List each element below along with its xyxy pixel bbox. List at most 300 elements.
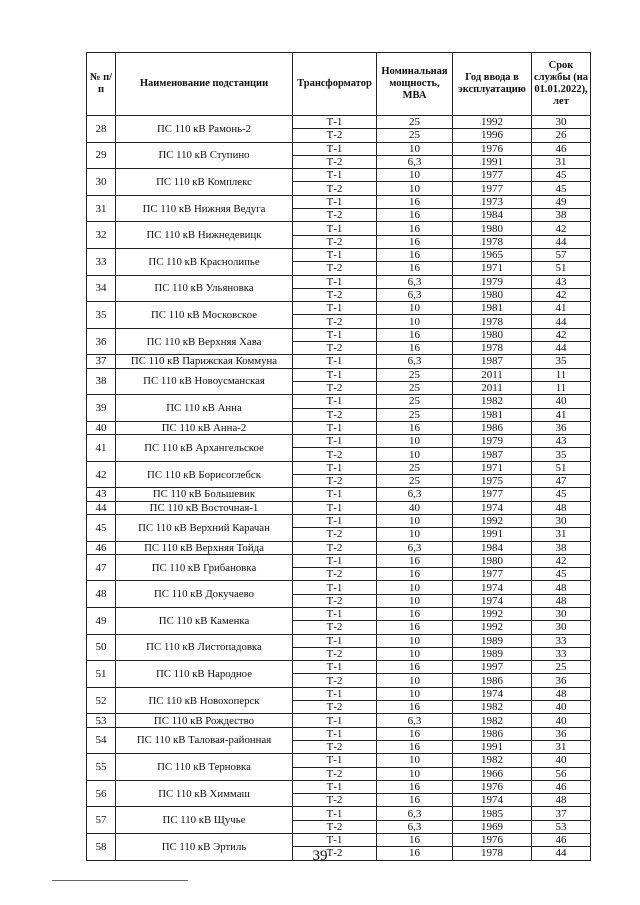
power-cell: 6,3 [377, 355, 453, 368]
transformer-cell: Т-2 [293, 381, 377, 394]
transformer-cell: Т-2 [293, 342, 377, 355]
service-life-cell: 41 [532, 408, 591, 421]
year-cell: 1992 [453, 607, 532, 620]
year-cell: 1986 [453, 674, 532, 687]
power-cell: 16 [377, 262, 453, 275]
substation-name: ПС 110 кВ Ступино [116, 142, 293, 169]
table-row [87, 421, 591, 434]
transformer-cell: Т-2 [293, 155, 377, 168]
power-cell: 6,3 [377, 288, 453, 301]
table-row [87, 541, 591, 554]
row-number: 32 [87, 222, 116, 249]
year-cell: 2011 [453, 381, 532, 394]
substation-name: ПС 110 кВ Таловая-районная [116, 727, 293, 754]
service-life-cell: 37 [532, 807, 591, 820]
transformer-cell: Т-1 [293, 807, 377, 820]
row-number: 31 [87, 195, 116, 222]
power-cell: 10 [377, 634, 453, 647]
service-life-cell: 51 [532, 461, 591, 474]
power-cell: 16 [377, 195, 453, 208]
transformer-cell: Т-2 [293, 621, 377, 634]
power-cell: 16 [377, 222, 453, 235]
table-row [87, 328, 591, 341]
table-row [87, 581, 591, 594]
row-number: 46 [87, 541, 116, 554]
service-life-cell: 48 [532, 501, 591, 514]
service-life-cell: 30 [532, 116, 591, 129]
row-number: 54 [87, 727, 116, 754]
year-cell: 2011 [453, 368, 532, 381]
service-life-cell: 43 [532, 435, 591, 448]
row-number: 39 [87, 395, 116, 422]
substation-name: ПС 110 кВ Грибановка [116, 554, 293, 581]
year-cell: 1987 [453, 355, 532, 368]
power-cell: 25 [377, 116, 453, 129]
power-cell: 16 [377, 342, 453, 355]
substation-name: ПС 110 кВ Нижнедевицк [116, 222, 293, 249]
transformer-cell: Т-1 [293, 435, 377, 448]
power-cell: 16 [377, 421, 453, 434]
service-life-cell: 42 [532, 222, 591, 235]
table-row [87, 248, 591, 261]
power-cell: 16 [377, 248, 453, 261]
table-row [87, 488, 591, 501]
transformer-cell: Т-2 [293, 209, 377, 222]
year-cell: 1991 [453, 528, 532, 541]
service-life-cell: 48 [532, 581, 591, 594]
transformer-cell: Т-1 [293, 368, 377, 381]
year-cell: 1977 [453, 568, 532, 581]
row-number: 57 [87, 807, 116, 834]
transformer-cell: Т-2 [293, 129, 377, 142]
power-cell: 25 [377, 408, 453, 421]
power-cell: 10 [377, 528, 453, 541]
transformer-cell: Т-1 [293, 780, 377, 793]
substation-name: ПС 110 кВ Новохоперск [116, 687, 293, 714]
substation-name: ПС 110 кВ Новоусманская [116, 368, 293, 395]
substation-name: ПС 110 кВ Большевик [116, 488, 293, 501]
row-number: 41 [87, 435, 116, 462]
power-cell: 10 [377, 767, 453, 780]
header-service-life: Срок службы (на 01.01.2022), лет [532, 53, 591, 116]
year-cell: 1974 [453, 581, 532, 594]
row-number: 49 [87, 607, 116, 634]
transformer-cell: Т-1 [293, 554, 377, 567]
table-row [87, 634, 591, 647]
service-life-cell: 26 [532, 129, 591, 142]
transformer-cell: Т-1 [293, 116, 377, 129]
transformer-cell: Т-2 [293, 262, 377, 275]
year-cell: 1980 [453, 288, 532, 301]
transformer-cell: Т-1 [293, 355, 377, 368]
year-cell: 1982 [453, 701, 532, 714]
table-header-row [87, 53, 591, 116]
service-life-cell: 40 [532, 754, 591, 767]
table-row [87, 435, 591, 448]
year-cell: 1985 [453, 807, 532, 820]
transformer-cell: Т-1 [293, 248, 377, 261]
table-row [87, 514, 591, 527]
year-cell: 1984 [453, 209, 532, 222]
transformer-cell: Т-2 [293, 235, 377, 248]
power-cell: 10 [377, 302, 453, 315]
year-cell: 1977 [453, 182, 532, 195]
header-transformer: Трансформатор [293, 53, 377, 116]
substation-name: ПС 110 кВ Нижняя Ведуга [116, 195, 293, 222]
transformer-cell: Т-2 [293, 568, 377, 581]
service-life-cell: 36 [532, 727, 591, 740]
substation-name: ПС 110 кВ Борисоглебск [116, 461, 293, 488]
service-life-cell: 30 [532, 621, 591, 634]
substation-name: ПС 110 кВ Верхний Карачан [116, 514, 293, 541]
year-cell: 1997 [453, 661, 532, 674]
transformer-cell: Т-1 [293, 222, 377, 235]
transformer-cell: Т-1 [293, 661, 377, 674]
year-cell: 1996 [453, 129, 532, 142]
power-cell: 10 [377, 435, 453, 448]
table-row [87, 302, 591, 315]
year-cell: 1982 [453, 395, 532, 408]
power-cell: 16 [377, 209, 453, 222]
table-row [87, 461, 591, 474]
substation-name: ПС 110 кВ Архангельское [116, 435, 293, 462]
row-number: 50 [87, 634, 116, 661]
power-cell: 16 [377, 794, 453, 807]
row-number: 52 [87, 687, 116, 714]
substation-name: ПС 110 кВ Химмаш [116, 780, 293, 807]
power-cell: 16 [377, 554, 453, 567]
year-cell: 1965 [453, 248, 532, 261]
service-life-cell: 31 [532, 740, 591, 753]
transformer-cell: Т-1 [293, 687, 377, 700]
service-life-cell: 38 [532, 541, 591, 554]
power-cell: 10 [377, 647, 453, 660]
transformer-cell: Т-1 [293, 634, 377, 647]
power-cell: 16 [377, 661, 453, 674]
power-cell: 16 [377, 740, 453, 753]
transformer-cell: Т-2 [293, 448, 377, 461]
service-life-cell: 44 [532, 847, 591, 860]
row-number: 56 [87, 780, 116, 807]
table-row [87, 554, 591, 567]
power-cell: 6,3 [377, 807, 453, 820]
substation-name: ПС 110 кВ Каменка [116, 607, 293, 634]
service-life-cell: 47 [532, 475, 591, 488]
row-number: 58 [87, 834, 116, 861]
power-cell: 25 [377, 395, 453, 408]
transformer-cell: Т-2 [293, 767, 377, 780]
service-life-cell: 48 [532, 687, 591, 700]
year-cell: 1978 [453, 315, 532, 328]
power-cell: 16 [377, 727, 453, 740]
header-commission-year: Год ввода в эксплуатацию [453, 53, 532, 116]
row-number: 44 [87, 501, 116, 514]
table-row [87, 807, 591, 820]
footer-rule [52, 880, 188, 881]
header-number: № п/п [87, 53, 116, 116]
service-life-cell: 33 [532, 647, 591, 660]
power-cell: 10 [377, 594, 453, 607]
service-life-cell: 42 [532, 288, 591, 301]
substation-name: ПС 110 кВ Терновка [116, 754, 293, 781]
year-cell: 1971 [453, 461, 532, 474]
row-number: 42 [87, 461, 116, 488]
transformer-cell: Т-2 [293, 182, 377, 195]
power-cell: 16 [377, 834, 453, 847]
row-number: 55 [87, 754, 116, 781]
substation-name: ПС 110 кВ Анна-2 [116, 421, 293, 434]
service-life-cell: 40 [532, 395, 591, 408]
transformer-cell: Т-2 [293, 594, 377, 607]
table-row [87, 501, 591, 514]
row-number: 53 [87, 714, 116, 727]
power-cell: 6,3 [377, 541, 453, 554]
service-life-cell: 48 [532, 794, 591, 807]
power-cell: 16 [377, 568, 453, 581]
transformer-cell: Т-2 [293, 820, 377, 833]
service-life-cell: 43 [532, 275, 591, 288]
table-row [87, 275, 591, 288]
transformer-cell: Т-2 [293, 315, 377, 328]
substation-name: ПС 110 кВ Щучье [116, 807, 293, 834]
transformer-cell: Т-1 [293, 169, 377, 182]
year-cell: 1974 [453, 794, 532, 807]
row-number: 29 [87, 142, 116, 169]
table-body [87, 116, 591, 861]
service-life-cell: 40 [532, 714, 591, 727]
year-cell: 1979 [453, 435, 532, 448]
service-life-cell: 36 [532, 674, 591, 687]
power-cell: 25 [377, 381, 453, 394]
power-cell: 6,3 [377, 820, 453, 833]
service-life-cell: 42 [532, 328, 591, 341]
transformer-cell: Т-2 [293, 288, 377, 301]
service-life-cell: 53 [532, 820, 591, 833]
power-cell: 10 [377, 514, 453, 527]
substation-name: ПС 110 кВ Рамонь-2 [116, 116, 293, 143]
transformer-cell: Т-1 [293, 834, 377, 847]
substation-name: ПС 110 кВ Парижская Коммуна [116, 355, 293, 368]
service-life-cell: 46 [532, 834, 591, 847]
year-cell: 1973 [453, 195, 532, 208]
power-cell: 16 [377, 607, 453, 620]
transformer-cell: Т-1 [293, 195, 377, 208]
substation-name: ПС 110 кВ Краснолипье [116, 248, 293, 275]
substation-name: ПС 110 кВ Докучаево [116, 581, 293, 608]
substation-name: ПС 110 кВ Московское [116, 302, 293, 329]
transformer-cell: Т-2 [293, 674, 377, 687]
transformer-cell: Т-2 [293, 541, 377, 554]
year-cell: 1992 [453, 116, 532, 129]
power-cell: 6,3 [377, 275, 453, 288]
year-cell: 1989 [453, 634, 532, 647]
power-cell: 10 [377, 315, 453, 328]
power-cell: 10 [377, 674, 453, 687]
table-row [87, 142, 591, 155]
service-life-cell: 51 [532, 262, 591, 275]
row-number: 48 [87, 581, 116, 608]
power-cell: 10 [377, 581, 453, 594]
substation-name: ПС 110 кВ Восточная-1 [116, 501, 293, 514]
service-life-cell: 41 [532, 302, 591, 315]
row-number: 34 [87, 275, 116, 302]
service-life-cell: 56 [532, 767, 591, 780]
transformer-cell: Т-1 [293, 421, 377, 434]
power-cell: 16 [377, 328, 453, 341]
service-life-cell: 46 [532, 142, 591, 155]
service-life-cell: 57 [532, 248, 591, 261]
row-number: 51 [87, 661, 116, 688]
table-row [87, 169, 591, 182]
substation-name: ПС 110 кВ Листопадовка [116, 634, 293, 661]
year-cell: 1974 [453, 687, 532, 700]
service-life-cell: 49 [532, 195, 591, 208]
year-cell: 1982 [453, 754, 532, 767]
year-cell: 1974 [453, 594, 532, 607]
service-life-cell: 11 [532, 381, 591, 394]
year-cell: 1992 [453, 514, 532, 527]
year-cell: 1976 [453, 834, 532, 847]
transformer-cell: Т-1 [293, 395, 377, 408]
row-number: 28 [87, 116, 116, 143]
transformer-cell: Т-1 [293, 328, 377, 341]
power-cell: 10 [377, 142, 453, 155]
substation-name: ПС 110 кВ Народное [116, 661, 293, 688]
row-number: 33 [87, 248, 116, 275]
transformer-cell: Т-1 [293, 727, 377, 740]
transformer-cell: Т-1 [293, 501, 377, 514]
year-cell: 1976 [453, 142, 532, 155]
transformer-cell: Т-2 [293, 847, 377, 860]
service-life-cell: 38 [532, 209, 591, 222]
power-cell: 10 [377, 182, 453, 195]
table-row [87, 195, 591, 208]
row-number: 38 [87, 368, 116, 395]
year-cell: 1980 [453, 554, 532, 567]
substation-name: ПС 110 кВ Комплекс [116, 169, 293, 196]
table-row [87, 727, 591, 740]
table-row [87, 754, 591, 767]
transformer-cell: Т-2 [293, 647, 377, 660]
substation-name: ПС 110 кВ Верхняя Тойда [116, 541, 293, 554]
power-cell: 16 [377, 235, 453, 248]
table-row [87, 607, 591, 620]
year-cell: 1989 [453, 647, 532, 660]
service-life-cell: 44 [532, 342, 591, 355]
year-cell: 1976 [453, 780, 532, 793]
service-life-cell: 44 [532, 315, 591, 328]
service-life-cell: 45 [532, 568, 591, 581]
transformer-cell: Т-2 [293, 701, 377, 714]
transformer-cell: Т-1 [293, 142, 377, 155]
year-cell: 1991 [453, 155, 532, 168]
table-row [87, 395, 591, 408]
service-life-cell: 25 [532, 661, 591, 674]
year-cell: 1984 [453, 541, 532, 554]
power-cell: 6,3 [377, 714, 453, 727]
service-life-cell: 35 [532, 355, 591, 368]
power-cell: 16 [377, 847, 453, 860]
service-life-cell: 46 [532, 780, 591, 793]
service-life-cell: 11 [532, 368, 591, 381]
substation-table [86, 52, 591, 861]
service-life-cell: 40 [532, 701, 591, 714]
row-number: 36 [87, 328, 116, 355]
year-cell: 1966 [453, 767, 532, 780]
table-row [87, 661, 591, 674]
transformer-cell: Т-2 [293, 740, 377, 753]
table-row [87, 116, 591, 129]
substation-name: ПС 110 кВ Рождество [116, 714, 293, 727]
year-cell: 1977 [453, 169, 532, 182]
transformer-cell: Т-2 [293, 528, 377, 541]
transformer-cell: Т-1 [293, 488, 377, 501]
year-cell: 1969 [453, 820, 532, 833]
table-row [87, 222, 591, 235]
header-substation-name: Наименование подстанции [116, 53, 293, 116]
transformer-cell: Т-1 [293, 461, 377, 474]
power-cell: 25 [377, 368, 453, 381]
year-cell: 1986 [453, 727, 532, 740]
transformer-cell: Т-1 [293, 754, 377, 767]
power-cell: 10 [377, 169, 453, 182]
transformer-cell: Т-1 [293, 607, 377, 620]
table-row [87, 368, 591, 381]
power-cell: 10 [377, 448, 453, 461]
service-life-cell: 36 [532, 421, 591, 434]
substation-name: ПС 110 кВ Эртиль [116, 834, 293, 861]
transformer-cell: Т-1 [293, 302, 377, 315]
service-life-cell: 30 [532, 607, 591, 620]
year-cell: 1978 [453, 342, 532, 355]
year-cell: 1979 [453, 275, 532, 288]
row-number: 47 [87, 554, 116, 581]
year-cell: 1991 [453, 740, 532, 753]
power-cell: 6,3 [377, 155, 453, 168]
year-cell: 1987 [453, 448, 532, 461]
service-life-cell: 48 [532, 594, 591, 607]
row-number: 37 [87, 355, 116, 368]
power-cell: 16 [377, 780, 453, 793]
power-cell: 16 [377, 701, 453, 714]
table-row [87, 687, 591, 700]
service-life-cell: 45 [532, 169, 591, 182]
year-cell: 1981 [453, 408, 532, 421]
table-row [87, 714, 591, 727]
year-cell: 1975 [453, 475, 532, 488]
row-number: 40 [87, 421, 116, 434]
row-number: 43 [87, 488, 116, 501]
substation-name: ПС 110 кВ Анна [116, 395, 293, 422]
page-number: 39 [312, 848, 328, 864]
transformer-cell: Т-1 [293, 581, 377, 594]
service-life-cell: 42 [532, 554, 591, 567]
year-cell: 1978 [453, 847, 532, 860]
service-life-cell: 31 [532, 528, 591, 541]
power-cell: 25 [377, 129, 453, 142]
service-life-cell: 33 [532, 634, 591, 647]
row-number: 30 [87, 169, 116, 196]
year-cell: 1981 [453, 302, 532, 315]
service-life-cell: 31 [532, 155, 591, 168]
substation-name: ПС 110 кВ Верхняя Хава [116, 328, 293, 355]
power-cell: 6,3 [377, 488, 453, 501]
power-cell: 10 [377, 687, 453, 700]
transformer-cell: Т-1 [293, 514, 377, 527]
row-number: 45 [87, 514, 116, 541]
year-cell: 1978 [453, 235, 532, 248]
row-number: 35 [87, 302, 116, 329]
